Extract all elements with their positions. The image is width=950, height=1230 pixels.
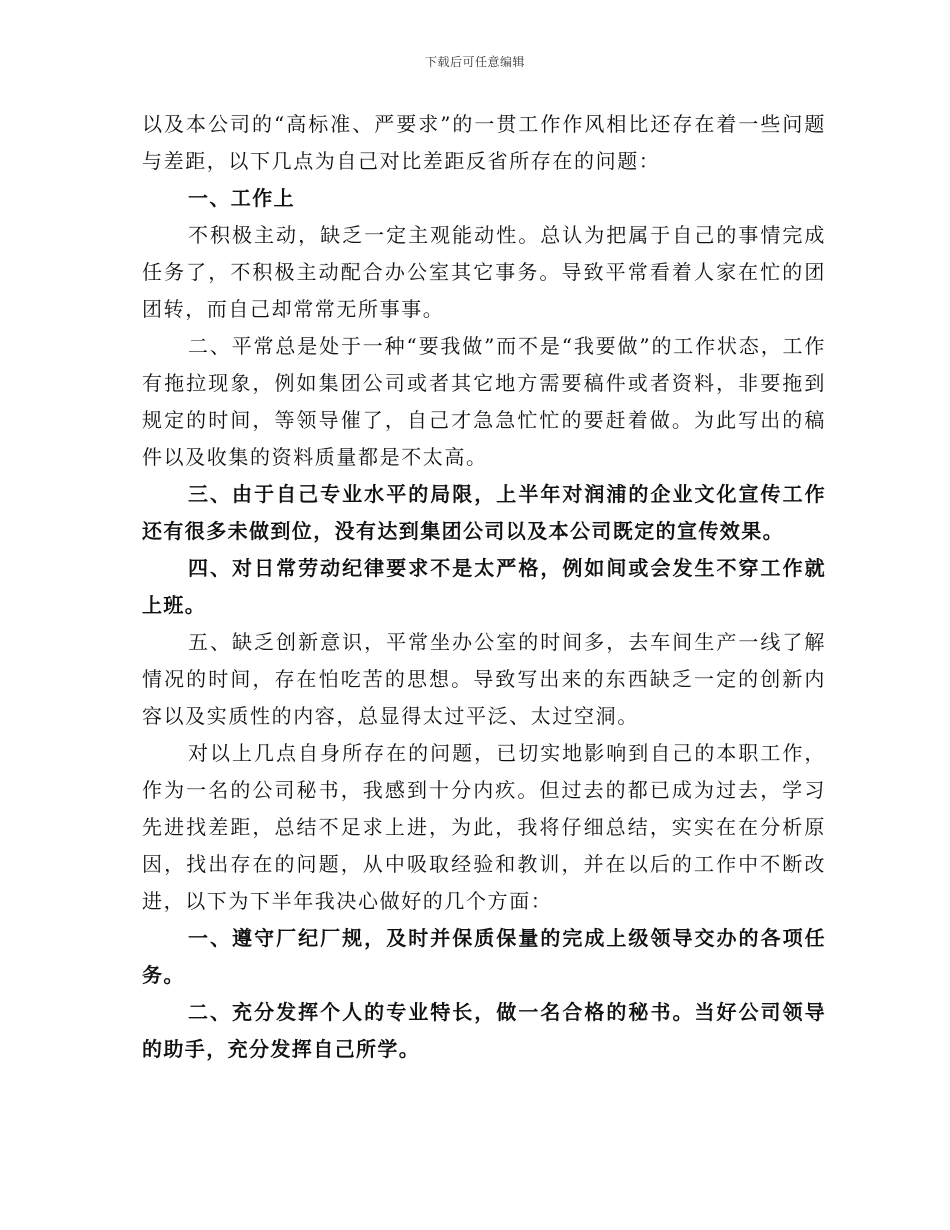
paragraph-work-attitude: 二、平常总是处于一种“要我做”而不是“我要做”的工作状态，工作有拖拉现象，例如集团公司或者其它地方需要稿件或者资料，非要拖到规定的时间，等领导催了，自己才急急忙忙的要赶着做。为此写出的稿件以及收集的资料质量都是不太高。 (142, 334, 826, 469)
paragraph-initiative: 不积极主动，缺乏一定主观能动性。总认为把属于自己的事情完成任务了，不积极主动配合办公室其它事务。导致平常看着人家在忙的团团转，而自己却常常无所事事。 (142, 223, 826, 321)
paragraph-professional-level: 三、由于自己专业水平的局限，上半年对润浦的企业文化宣传工作还有很多未做到位，没有达到集团公司以及本公司既定的宣传效果。 (142, 482, 826, 543)
paragraph-plan-rules: 一、遵守厂纪厂规，及时并保质保量的完成上级领导交办的各项任务。 (142, 926, 826, 987)
section-heading-work: 一、工作上 (188, 186, 295, 210)
page-header: 下载后可任意编辑 (424, 55, 525, 69)
document-body (142, 106, 826, 1068)
paragraph-discipline: 四、对日常劳动纪律要求不是太严格，例如间或会发生不穿工作就上班。 (142, 556, 826, 617)
paragraph-reflection: 对以上几点自身所存在的问题，已切实地影响到自己的本职工作，作为一名的公司秘书，我感到十分内疚。但过去的都已成为过去，学习先进找差距，总结不足求上进，为此，我将仔细总结，实实在在分析原因，找出存在的问题，从中吸取经验和教训，并在以后的工作中不断改进，以下为下半年我决心做好的几个方面： (142, 741, 826, 913)
paragraph-innovation: 五、缺乏创新意识，平常坐办公室的时间多，去车间生产一线了解情况的时间，存在怕吃苦的思想。导致写出来的东西缺乏一定的创新内容以及实质性的内容，总显得太过平泛、太过空洞。 (142, 630, 826, 728)
paragraph-continuation: 以及本公司的“高标准、严要求”的一贯工作作风相比还存在着一些问题与差距，以下几点为自己对比差距反省所存在的问题： (142, 112, 826, 173)
paragraph-plan-expertise: 二、充分发挥个人的专业特长，做一名合格的秘书。当好公司领导的助手，充分发挥自己所学。 (142, 1000, 826, 1061)
